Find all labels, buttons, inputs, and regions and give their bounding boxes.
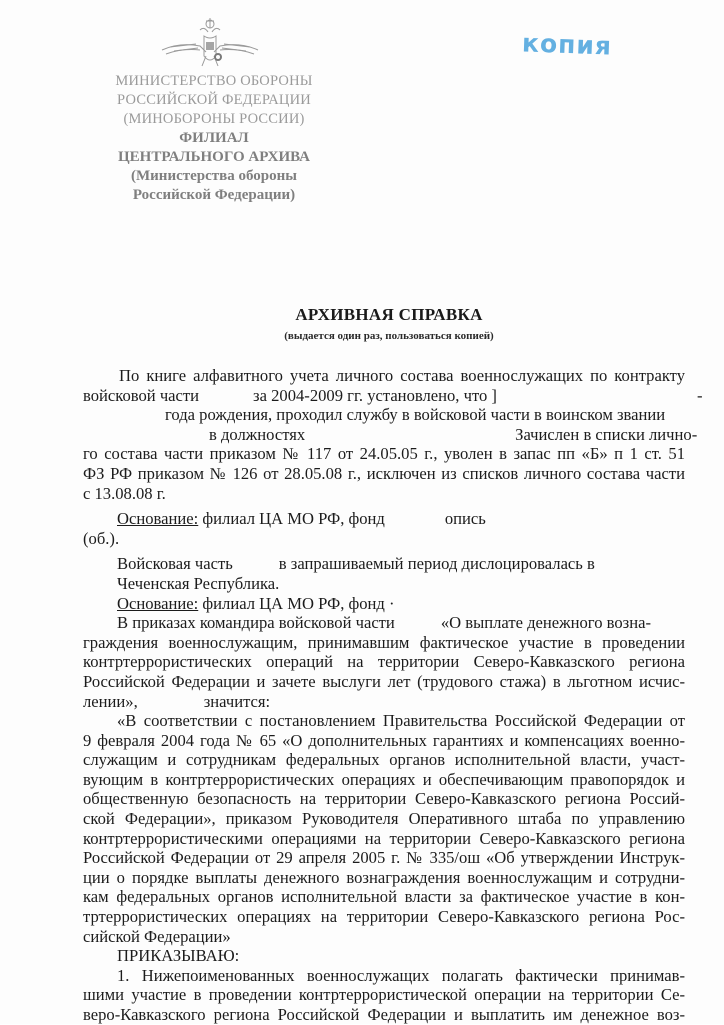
title-main: АРХИВНАЯ СПРАВКА — [295, 305, 483, 324]
text-line: контртеррористических операций на территории Северо-Кавказского региона — [83, 652, 685, 672]
text-fragment: значится: — [203, 691, 271, 711]
text-fragment: - — [696, 385, 703, 405]
text-line — [83, 594, 685, 614]
text-fragment: Зачислен в списки лично- — [515, 424, 698, 444]
text-line: веро-Кавказского региона Российской Федерации и выплатить им денежное воз- — [83, 1005, 685, 1024]
text-fragment: в запрашиваемый период дислоцировалась в — [278, 554, 595, 574]
paragraph-location — [83, 554, 685, 593]
text-fragment: лении», — [83, 691, 138, 711]
text-line: вующим в контртеррористических операциях и обеспечивающим правопорядок и — [83, 769, 685, 789]
paragraph-service-record — [83, 366, 703, 503]
basis-text: филиал ЦА МО РФ, фонд · — [202, 593, 395, 613]
letterhead-ministry-short: (Министерства обороны — [131, 168, 297, 184]
title-subtitle: (выдается один раз, пользоваться копией) — [284, 330, 494, 342]
basis-label: Основание: — [117, 593, 199, 613]
text-line — [83, 554, 685, 574]
text-line — [83, 509, 685, 529]
letterhead-archive: ЦЕНТРАЛЬНОГО АРХИВА — [117, 149, 311, 165]
document-title — [0, 305, 724, 342]
text-line: с 13.08.08 г. — [83, 483, 166, 503]
document-body — [83, 366, 703, 1025]
text-line: Российской Федерации и зачете выслуги лет (трудового стажа) в льготном исчис- — [83, 671, 685, 691]
basis-archive-fund-2 — [83, 594, 685, 614]
basis-label: Основание: — [117, 509, 199, 529]
text-line: общественную безопасность на территории Северо-Кавказского региона Россий- — [83, 789, 685, 809]
letterhead-federation: Российской Федерации) — [132, 187, 296, 203]
text-line: Российской Федерации от 29 апреля 2005 г. № 335/ош «Об утверждении Инструк- — [83, 848, 685, 868]
letterhead — [96, 72, 332, 205]
copy-stamp: копия — [521, 28, 613, 61]
text-line: контртеррористическими операциями на территории Северо-Кавказского региона — [83, 828, 685, 848]
text-fragment: за 2004-2009 гг. установлено, что ] — [253, 385, 497, 405]
letterhead-abbrev: (МИНОБОРОНЫ РОССИИ) — [123, 111, 305, 127]
double-headed-eagle-emblem-icon — [160, 16, 260, 70]
text-line: (об.). — [83, 528, 120, 548]
paragraph-orders — [83, 613, 685, 711]
text-line — [83, 385, 703, 406]
text-fragment: «О выплате денежного возна- — [440, 613, 651, 633]
text-line: го состава части приказом № 117 от 24.05.05 г., уволен в запас пп «Б» п 1 ст. 51 — [83, 444, 685, 464]
text-fragment: В приказах командира войсковой части — [117, 613, 395, 633]
letterhead-country: РОССИЙСКОЙ ФЕДЕРАЦИИ — [117, 92, 311, 108]
text-line: 1. Нижепоименованных военнослужащих полагать фактически принимав- — [117, 965, 685, 985]
text-line — [83, 692, 685, 712]
text-line: 9 февраля 2004 года № 65 «О дополнительных гарантиях и компенсациях военно- — [83, 730, 685, 750]
text-line — [83, 424, 698, 445]
text-fragment: Войсковая часть — [117, 554, 233, 574]
text-line: служащим и сотрудникам федеральных органов исполнительной власти, участ- — [83, 750, 685, 770]
text-fragment: в должностях — [209, 424, 306, 444]
text-fragment: войсковой части — [83, 385, 200, 405]
order-section — [83, 946, 685, 1024]
letterhead-branch: ФИЛИАЛ — [179, 130, 249, 146]
text-line: года рождения, проходил службу в войсковой части в воинском звании — [165, 405, 666, 425]
order-heading: ПРИКАЗЫВАЮ: — [117, 946, 240, 966]
basis-text: филиал ЦА МО РФ, фонд — [202, 509, 385, 529]
text-line: ФЗ РФ приказом № 126 от 28.05.08 г., исключен из списков личного состава части — [83, 463, 685, 483]
text-line: ской Федерации», приказом Руководителя Оперативного штаба по управлению — [83, 809, 685, 829]
letterhead-ministry: МИНИСТЕРСТВО ОБОРОНЫ — [115, 73, 313, 89]
basis-archive-fund — [83, 509, 685, 548]
text-line: По книге алфавитного учета личного состава военнослужащих по контракту — [119, 366, 685, 385]
text-line: Чеченская Республика. — [117, 573, 280, 593]
text-line: «В соответствии с постановлением Правительства Российской Федерации от — [117, 711, 685, 731]
text-line — [83, 613, 685, 633]
text-line: кам федеральных органов исполнительной власти за фактическое участие в кон- — [83, 887, 685, 907]
text-line: сийской Федерации» — [83, 926, 231, 946]
text-line: тртеррористических операциях на территории Северо-Кавказского региона Рос- — [83, 907, 685, 927]
text-line: ции о порядке выплаты денежного вознаграждения военнослужащим и сотрудни- — [83, 867, 685, 887]
quoted-regulation — [83, 711, 685, 946]
text-line: шими участие в проведении контртеррористической операции на территории Се- — [83, 985, 685, 1005]
text-line: граждения военнослужащим, принимавшим фактическое участие в проведении — [83, 632, 685, 652]
basis-opis: опись — [444, 509, 486, 529]
